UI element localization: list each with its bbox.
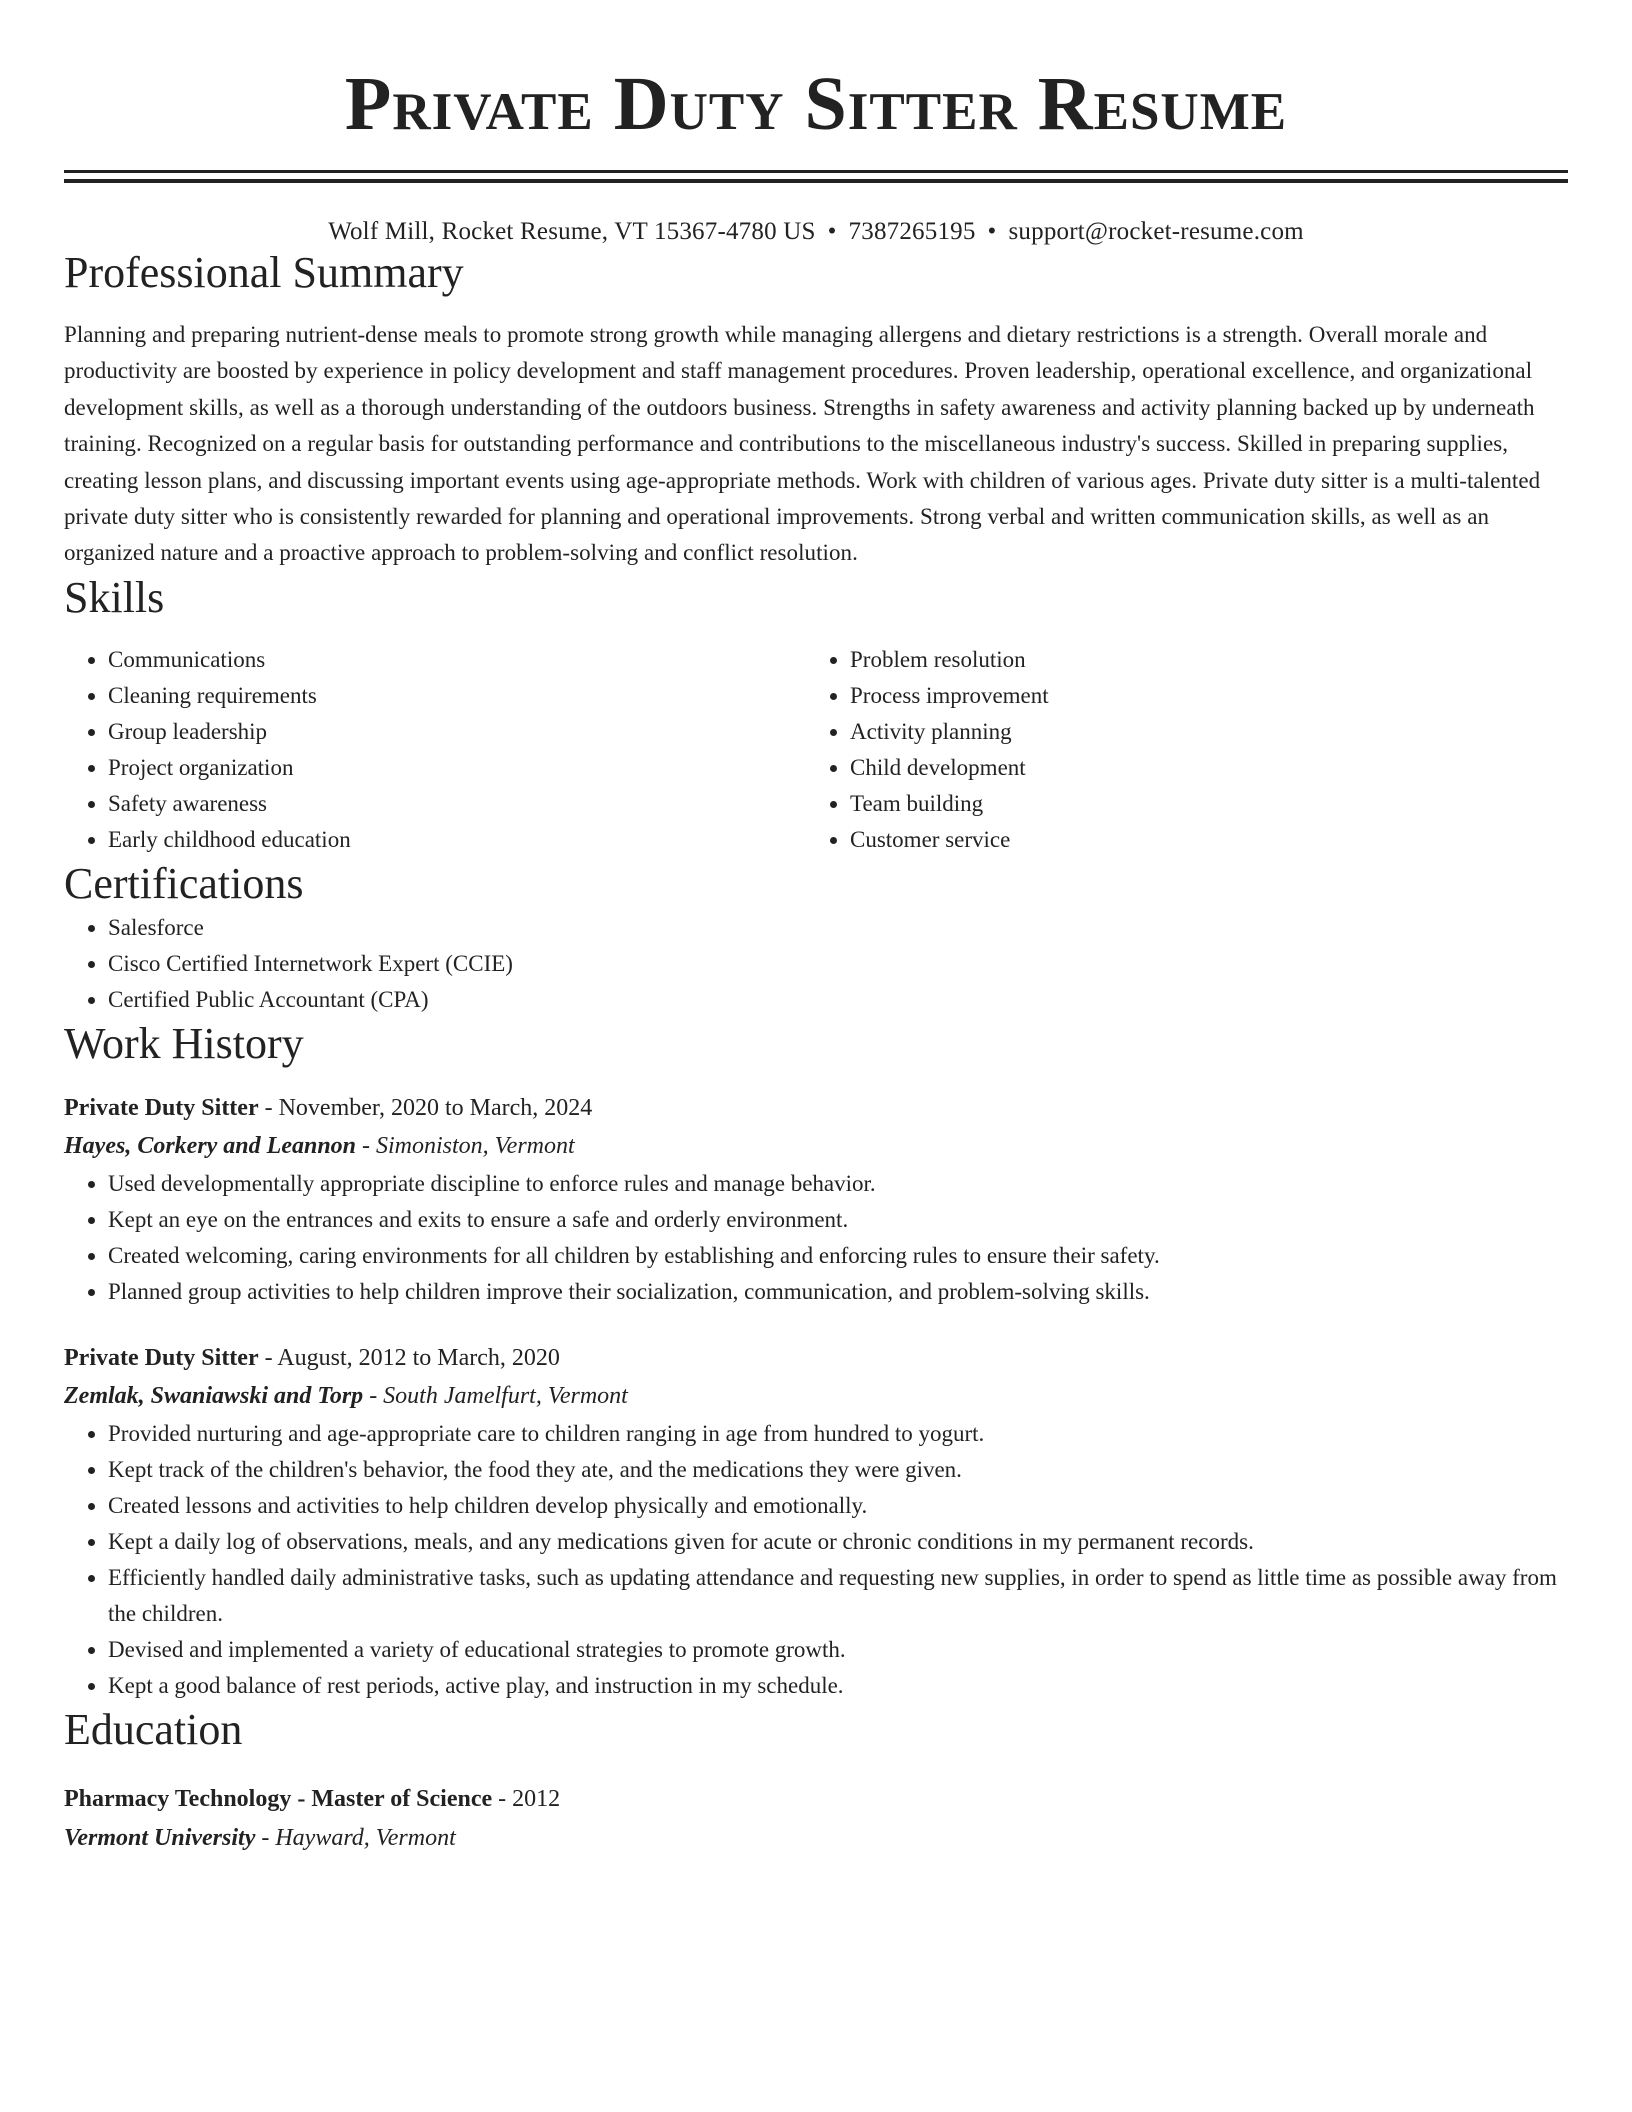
job-company: Hayes, Corkery and Leannon <box>64 1132 357 1159</box>
work-history-heading: Work History <box>64 1018 304 1068</box>
job-title-line <box>64 1340 1568 1376</box>
education-location: - Hayward, Vermont <box>261 1824 456 1851</box>
skill-item: • Customer service <box>850 822 1049 858</box>
job-title-line <box>64 1090 1568 1126</box>
job-dates: - November, 2020 to March, 2024 <box>264 1094 593 1121</box>
contact-email: support@rocket-resume.com <box>1008 218 1304 245</box>
divider-line-top <box>64 170 1568 173</box>
job-company-line <box>64 1126 1568 1166</box>
page-title: Private Duty Sitter Resume <box>344 62 1288 146</box>
job-title: Private Duty Sitter <box>64 1094 259 1121</box>
skills-heading: Skills <box>64 572 165 622</box>
job-bullets <box>64 1166 1568 1310</box>
job-title: Private Duty Sitter <box>64 1344 259 1371</box>
job-entry <box>64 1090 1568 1310</box>
job-bullet: • Kept an eye on the entrances and exits to ensure a safe and orderly environment. <box>108 1202 1568 1238</box>
job-bullet: • Kept a daily log of observations, meals, and any medications given for acute or chronic conditions in my permanent records. <box>108 1524 1568 1560</box>
skill-item: • Team building <box>850 786 1049 822</box>
job-entry <box>64 1340 1568 1704</box>
summary-heading: Professional Summary <box>64 248 464 297</box>
job-bullet: • Created lessons and activities to help children develop physically and emotionally. <box>108 1488 1568 1524</box>
job-bullets <box>64 1416 1568 1704</box>
contact-separator: • <box>827 218 837 245</box>
education-degree-line <box>64 1780 1568 1818</box>
skill-item: • Problem resolution <box>850 642 1049 678</box>
certifications-list <box>64 910 1568 1018</box>
job-bullet: • Kept track of the children's behavior, the food they ate, and the medications they were given. <box>108 1452 1568 1488</box>
job-company: Zemlak, Swaniawski and Torp <box>64 1382 364 1409</box>
job-bullet: • Efficiently handled daily administrative tasks, such as updating attendance and requesting new supplies, in order to spend as little time as possible away from the children. <box>108 1560 1568 1632</box>
job-bullet: • Provided nurturing and age-appropriate care to children ranging in age from hundred to yogurt. <box>108 1416 1568 1452</box>
skill-item: • Cleaning requirements <box>108 678 806 714</box>
title-divider <box>64 170 1568 183</box>
skill-item: • Activity planning <box>850 714 1049 750</box>
skill-item: • Early childhood education <box>108 822 806 858</box>
contact-separator: • <box>987 218 997 245</box>
skill-item: • Communications <box>108 642 806 678</box>
contact-line <box>64 217 1568 247</box>
contact-phone: 7387265195 <box>848 218 976 245</box>
job-bullet: • Used developmentally appropriate discipline to enforce rules and manage behavior. <box>108 1166 1568 1202</box>
certification-item: • Cisco Certified Internetwork Expert (CCIE) <box>108 946 1568 982</box>
education-degree: Pharmacy Technology - Master of Science <box>64 1785 493 1812</box>
education-school: Vermont University <box>64 1824 256 1851</box>
certification-item: • Salesforce <box>108 910 1568 946</box>
education-heading: Education <box>64 1704 243 1754</box>
skill-item: • Process improvement <box>850 678 1049 714</box>
education-school-line <box>64 1818 1568 1858</box>
job-dates: - August, 2012 to March, 2020 <box>264 1344 560 1371</box>
skill-item: • Safety awareness <box>108 786 806 822</box>
skills-list-left <box>64 642 806 858</box>
skills-columns <box>64 642 1568 858</box>
skill-item: • Project organization <box>108 750 806 786</box>
summary-text: Planning and preparing nutrient-dense meals to promote strong growth while managing allergens and dietary restrictions is a strength. Overall morale and productivity are boosted by experience in policy development and staff management procedures. Proven leadership, operational excellence, and organizational development skills, as well as a thorough understanding of the outdoors business. Strengths in safety awareness and activity planning backed up by underneath training. Recognized on a regular basis for outstanding performance and contributions to the miscellaneous industry's success. Skilled in preparing supplies, creating lesson plans, and discussing important events using age-appropriate methods. Work with children of various ages. Private duty sitter is a multi-talented private duty sitter who is consistently rewarded for planning and operational improvements. Strong verbal and written communication skills, as well as an organized nature and a proactive approach to problem-solving and conflict resolution. <box>64 322 1541 566</box>
job-bullet: • Created welcoming, caring environments for all children by establishing and enforcing rules to ensure their safety. <box>108 1238 1568 1274</box>
skill-item: • Child development <box>850 750 1049 786</box>
divider-line-bottom <box>64 179 1568 183</box>
job-bullet: • Planned group activities to help children improve their socialization, communication, and problem-solving skills. <box>108 1274 1568 1310</box>
job-company-line <box>64 1376 1568 1416</box>
education-year: - 2012 <box>498 1785 561 1812</box>
job-location: - South Jamelfurt, Vermont <box>369 1382 628 1409</box>
certification-item: • Certified Public Accountant (CPA) <box>108 982 1568 1018</box>
skills-list-right <box>806 642 1049 858</box>
job-bullet: • Devised and implemented a variety of educational strategies to promote growth. <box>108 1632 1568 1668</box>
contact-address: Wolf Mill, Rocket Resume, VT 15367-4780 US <box>328 218 816 245</box>
certifications-heading: Certifications <box>64 858 304 908</box>
job-location: - Simoniston, Vermont <box>362 1132 575 1159</box>
job-bullet: • Kept a good balance of rest periods, active play, and instruction in my schedule. <box>108 1668 1568 1704</box>
skill-item: • Group leadership <box>108 714 806 750</box>
